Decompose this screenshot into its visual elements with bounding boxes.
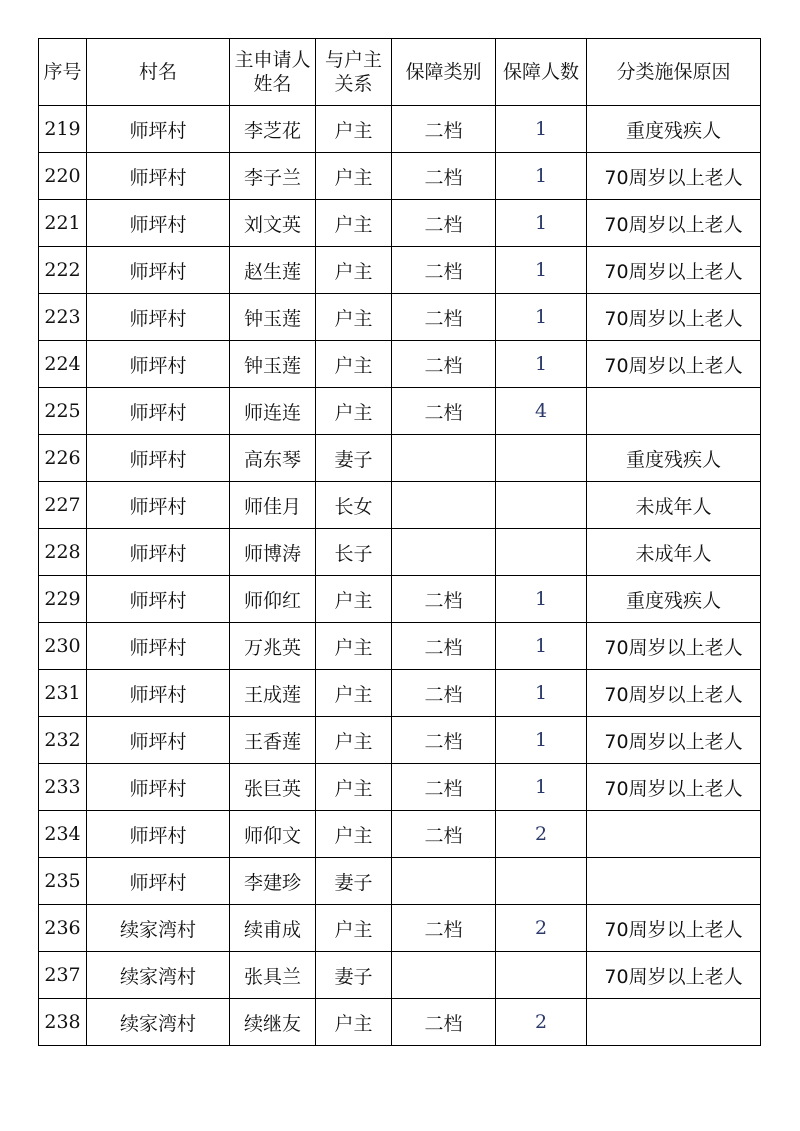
cell-type bbox=[392, 435, 496, 482]
cell-count: 1 bbox=[496, 341, 587, 388]
cell-relation: 户主 bbox=[316, 999, 392, 1046]
header-relation: 与户主关系 bbox=[316, 39, 392, 106]
header-type: 保障类别 bbox=[392, 39, 496, 106]
header-reason: 分类施保原因 bbox=[587, 39, 761, 106]
table-row bbox=[39, 106, 761, 153]
cell-reason: 重度残疾人 bbox=[587, 106, 761, 153]
cell-applicant-name: 续甫成 bbox=[230, 905, 316, 952]
table-row bbox=[39, 529, 761, 576]
cell-village: 师坪村 bbox=[87, 388, 230, 435]
cell-applicant-name: 师连连 bbox=[230, 388, 316, 435]
cell-type bbox=[392, 482, 496, 529]
table-row bbox=[39, 294, 761, 341]
cell-type bbox=[392, 858, 496, 905]
cell-no: 225 bbox=[39, 388, 87, 435]
cell-applicant-name: 王香莲 bbox=[230, 717, 316, 764]
cell-village: 师坪村 bbox=[87, 576, 230, 623]
cell-applicant-name: 师博涛 bbox=[230, 529, 316, 576]
cell-reason: 70周岁以上老人 bbox=[587, 341, 761, 388]
table-row bbox=[39, 576, 761, 623]
cell-reason: 70周岁以上老人 bbox=[587, 294, 761, 341]
cell-count: 1 bbox=[496, 717, 587, 764]
cell-count bbox=[496, 529, 587, 576]
cell-applicant-name: 赵生莲 bbox=[230, 247, 316, 294]
cell-type: 二档 bbox=[392, 764, 496, 811]
cell-no: 220 bbox=[39, 153, 87, 200]
cell-applicant-name: 师仰文 bbox=[230, 811, 316, 858]
assistance-roster-table bbox=[38, 38, 761, 1046]
cell-no: 238 bbox=[39, 999, 87, 1046]
cell-count: 1 bbox=[496, 623, 587, 670]
cell-relation: 户主 bbox=[316, 200, 392, 247]
table-header bbox=[39, 39, 761, 106]
cell-no: 226 bbox=[39, 435, 87, 482]
cell-applicant-name: 钟玉莲 bbox=[230, 294, 316, 341]
cell-reason bbox=[587, 388, 761, 435]
cell-applicant-name: 李子兰 bbox=[230, 153, 316, 200]
cell-village: 续家湾村 bbox=[87, 952, 230, 999]
cell-type: 二档 bbox=[392, 106, 496, 153]
cell-count: 4 bbox=[496, 388, 587, 435]
cell-relation: 户主 bbox=[316, 247, 392, 294]
cell-applicant-name: 李芝花 bbox=[230, 106, 316, 153]
header-applicant: 主申请人姓名 bbox=[230, 39, 316, 106]
cell-reason: 重度残疾人 bbox=[587, 435, 761, 482]
cell-count: 1 bbox=[496, 247, 587, 294]
table-row bbox=[39, 670, 761, 717]
cell-village: 师坪村 bbox=[87, 529, 230, 576]
cell-type: 二档 bbox=[392, 247, 496, 294]
header-no: 序号 bbox=[39, 39, 87, 106]
cell-village: 师坪村 bbox=[87, 435, 230, 482]
cell-applicant-name: 李建珍 bbox=[230, 858, 316, 905]
cell-no: 222 bbox=[39, 247, 87, 294]
cell-no: 232 bbox=[39, 717, 87, 764]
table-row bbox=[39, 247, 761, 294]
cell-reason bbox=[587, 999, 761, 1046]
cell-applicant-name: 师佳月 bbox=[230, 482, 316, 529]
cell-reason: 未成年人 bbox=[587, 529, 761, 576]
cell-type: 二档 bbox=[392, 999, 496, 1046]
header-row bbox=[39, 39, 761, 106]
cell-type: 二档 bbox=[392, 811, 496, 858]
cell-type bbox=[392, 952, 496, 999]
cell-type: 二档 bbox=[392, 670, 496, 717]
cell-village: 师坪村 bbox=[87, 764, 230, 811]
cell-type: 二档 bbox=[392, 576, 496, 623]
cell-count: 1 bbox=[496, 670, 587, 717]
cell-no: 219 bbox=[39, 106, 87, 153]
table-row bbox=[39, 388, 761, 435]
table-row bbox=[39, 764, 761, 811]
cell-type: 二档 bbox=[392, 200, 496, 247]
cell-no: 223 bbox=[39, 294, 87, 341]
cell-relation: 长子 bbox=[316, 529, 392, 576]
cell-no: 236 bbox=[39, 905, 87, 952]
cell-relation: 长女 bbox=[316, 482, 392, 529]
cell-reason: 70周岁以上老人 bbox=[587, 764, 761, 811]
cell-no: 231 bbox=[39, 670, 87, 717]
cell-count: 1 bbox=[496, 764, 587, 811]
cell-reason: 70周岁以上老人 bbox=[587, 153, 761, 200]
cell-count bbox=[496, 952, 587, 999]
cell-village: 师坪村 bbox=[87, 858, 230, 905]
cell-count bbox=[496, 482, 587, 529]
cell-village: 师坪村 bbox=[87, 623, 230, 670]
cell-relation: 户主 bbox=[316, 388, 392, 435]
cell-village: 续家湾村 bbox=[87, 905, 230, 952]
cell-type: 二档 bbox=[392, 388, 496, 435]
cell-relation: 户主 bbox=[316, 576, 392, 623]
cell-relation: 户主 bbox=[316, 341, 392, 388]
cell-count: 1 bbox=[496, 200, 587, 247]
cell-relation: 户主 bbox=[316, 764, 392, 811]
cell-count bbox=[496, 858, 587, 905]
cell-village: 师坪村 bbox=[87, 811, 230, 858]
cell-village: 师坪村 bbox=[87, 106, 230, 153]
table-row bbox=[39, 153, 761, 200]
cell-type: 二档 bbox=[392, 905, 496, 952]
cell-count: 1 bbox=[496, 153, 587, 200]
cell-no: 228 bbox=[39, 529, 87, 576]
cell-reason: 70周岁以上老人 bbox=[587, 717, 761, 764]
cell-no: 234 bbox=[39, 811, 87, 858]
table-row bbox=[39, 905, 761, 952]
cell-no: 229 bbox=[39, 576, 87, 623]
cell-relation: 妻子 bbox=[316, 858, 392, 905]
cell-count: 2 bbox=[496, 811, 587, 858]
table-row bbox=[39, 200, 761, 247]
cell-village: 续家湾村 bbox=[87, 999, 230, 1046]
cell-no: 224 bbox=[39, 341, 87, 388]
cell-reason: 70周岁以上老人 bbox=[587, 952, 761, 999]
cell-reason: 70周岁以上老人 bbox=[587, 623, 761, 670]
cell-village: 师坪村 bbox=[87, 247, 230, 294]
cell-no: 235 bbox=[39, 858, 87, 905]
cell-village: 师坪村 bbox=[87, 670, 230, 717]
cell-reason: 70周岁以上老人 bbox=[587, 247, 761, 294]
cell-village: 师坪村 bbox=[87, 153, 230, 200]
cell-count: 2 bbox=[496, 905, 587, 952]
cell-count: 1 bbox=[496, 576, 587, 623]
cell-type: 二档 bbox=[392, 153, 496, 200]
cell-relation: 户主 bbox=[316, 670, 392, 717]
cell-relation: 户主 bbox=[316, 811, 392, 858]
cell-reason: 70周岁以上老人 bbox=[587, 200, 761, 247]
cell-village: 师坪村 bbox=[87, 482, 230, 529]
cell-type: 二档 bbox=[392, 294, 496, 341]
table-row bbox=[39, 811, 761, 858]
table-row bbox=[39, 435, 761, 482]
table-row bbox=[39, 341, 761, 388]
cell-count: 1 bbox=[496, 106, 587, 153]
cell-applicant-name: 钟玉莲 bbox=[230, 341, 316, 388]
cell-type: 二档 bbox=[392, 623, 496, 670]
cell-village: 师坪村 bbox=[87, 341, 230, 388]
header-count: 保障人数 bbox=[496, 39, 587, 106]
cell-relation: 户主 bbox=[316, 905, 392, 952]
cell-no: 233 bbox=[39, 764, 87, 811]
cell-applicant-name: 高东琴 bbox=[230, 435, 316, 482]
cell-village: 师坪村 bbox=[87, 717, 230, 764]
cell-applicant-name: 万兆英 bbox=[230, 623, 316, 670]
cell-applicant-name: 张巨英 bbox=[230, 764, 316, 811]
cell-no: 230 bbox=[39, 623, 87, 670]
cell-count: 2 bbox=[496, 999, 587, 1046]
cell-reason: 重度残疾人 bbox=[587, 576, 761, 623]
cell-relation: 户主 bbox=[316, 106, 392, 153]
table-row bbox=[39, 952, 761, 999]
cell-reason: 70周岁以上老人 bbox=[587, 670, 761, 717]
table-row bbox=[39, 717, 761, 764]
cell-count bbox=[496, 435, 587, 482]
cell-applicant-name: 刘文英 bbox=[230, 200, 316, 247]
cell-type: 二档 bbox=[392, 341, 496, 388]
table-row bbox=[39, 858, 761, 905]
cell-applicant-name: 续继友 bbox=[230, 999, 316, 1046]
cell-reason bbox=[587, 811, 761, 858]
cell-type: 二档 bbox=[392, 717, 496, 764]
cell-relation: 妻子 bbox=[316, 435, 392, 482]
cell-village: 师坪村 bbox=[87, 294, 230, 341]
cell-applicant-name: 王成莲 bbox=[230, 670, 316, 717]
cell-applicant-name: 张具兰 bbox=[230, 952, 316, 999]
cell-relation: 户主 bbox=[316, 717, 392, 764]
cell-no: 227 bbox=[39, 482, 87, 529]
header-village: 村名 bbox=[87, 39, 230, 106]
cell-reason: 未成年人 bbox=[587, 482, 761, 529]
cell-village: 师坪村 bbox=[87, 200, 230, 247]
table-row bbox=[39, 623, 761, 670]
cell-relation: 户主 bbox=[316, 623, 392, 670]
cell-type bbox=[392, 529, 496, 576]
table-row bbox=[39, 482, 761, 529]
cell-reason bbox=[587, 858, 761, 905]
cell-no: 221 bbox=[39, 200, 87, 247]
cell-reason: 70周岁以上老人 bbox=[587, 905, 761, 952]
cell-count: 1 bbox=[496, 294, 587, 341]
cell-relation: 户主 bbox=[316, 294, 392, 341]
cell-relation: 妻子 bbox=[316, 952, 392, 999]
table-body bbox=[39, 106, 761, 1046]
cell-relation: 户主 bbox=[316, 153, 392, 200]
cell-applicant-name: 师仰红 bbox=[230, 576, 316, 623]
table-row bbox=[39, 999, 761, 1046]
cell-no: 237 bbox=[39, 952, 87, 999]
